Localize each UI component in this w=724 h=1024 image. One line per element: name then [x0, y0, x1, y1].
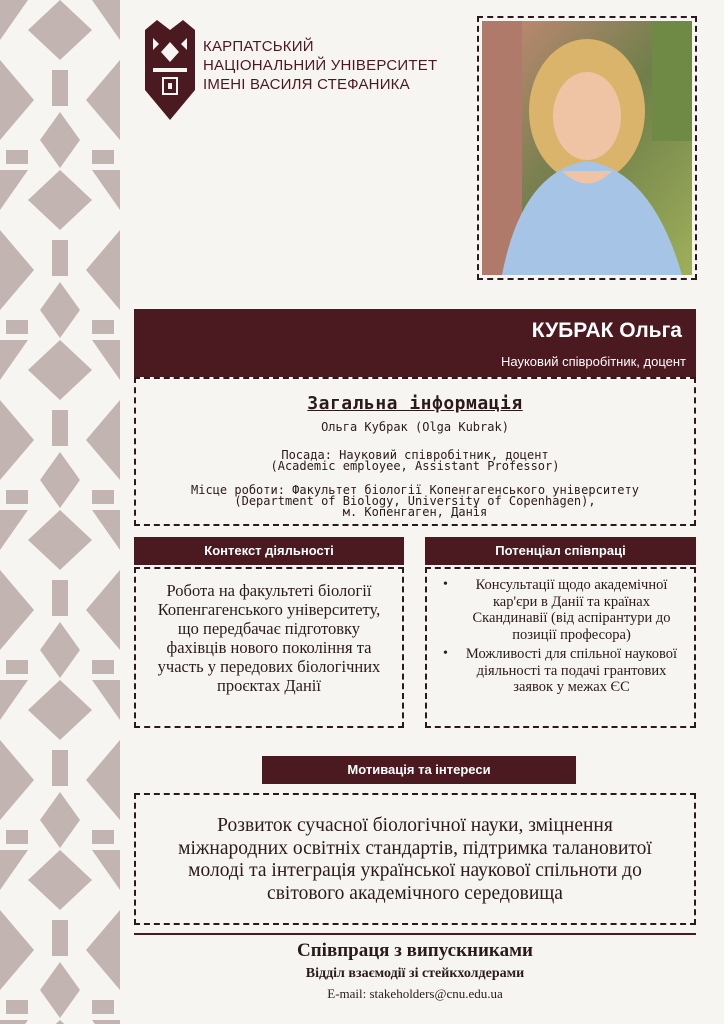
person-position: Науковий співробітник, доцент	[501, 354, 686, 369]
general-info-position-en: (Academic employee, Assistant Professor)	[270, 459, 560, 473]
footer	[134, 938, 696, 1004]
university-name-line-2: НАЦІОНАЛЬНИЙ УНІВЕРСИТЕТ	[203, 57, 438, 74]
general-info-workplace: Місце роботи: Факультет біології Копенгагенського університету	[191, 483, 639, 497]
context-text: Робота на факультеті біології Копенгагенського університету, що передбачає підготовку фахівців нового покоління та участь у передових біологічних проєктах Данії	[157, 581, 381, 695]
general-info-position: Посада: Науковий співробітник, доцент	[281, 448, 549, 462]
general-info-name: Ольга Кубрак (Olga Kubrak)	[321, 420, 509, 434]
university-name-line-3: ІМЕНІ ВАСИЛЯ СТЕФАНИКА	[203, 76, 410, 93]
university-name	[203, 37, 437, 94]
context-title: Контекст діяльності	[134, 537, 404, 565]
context-box	[134, 567, 404, 728]
portrait-photo	[482, 21, 692, 275]
footer-department: Відділ взаємодії зі стейкхолдерами	[305, 966, 525, 981]
footer-divider	[134, 933, 696, 935]
list-item: • Консультації щодо академічної кар'єри в Данії та країнах Скандинавії (від аспірантури до позиції професора)	[427, 577, 694, 643]
university-logo	[145, 20, 195, 120]
university-name-line-1: КАРПАТСЬКИЙ	[203, 38, 314, 55]
motivation-text: Розвиток сучасної біологічної науки, зміцнення міжнародних освітніх стандартів, підтримка талановитої молоді та інтеграція української наукової спільноти до світового академічного середовища	[178, 815, 652, 904]
motivation-box	[134, 793, 696, 925]
potential-box	[425, 567, 696, 728]
general-info-workplace-en: (Department of Biology, University of Copenhagen),	[234, 494, 596, 508]
footer-title: Співпраця з випускниками	[297, 940, 533, 961]
person-name: КУБРАК Ольга	[531, 319, 682, 342]
potential-list	[427, 577, 694, 696]
motivation-title: Мотивація та інтереси	[262, 756, 576, 784]
ornament-pattern	[0, 0, 120, 1024]
portrait-frame	[477, 16, 697, 280]
header-bar	[134, 309, 696, 377]
general-info-title: Загальна інформація	[307, 393, 523, 414]
list-item: • Можливості для спільної наукової діяльності та подачі грантових заявок у межах ЄС	[427, 646, 694, 696]
footer-email[interactable]: E-mail: stakeholders@cnu.edu.ua	[327, 986, 503, 1001]
general-info-city: м. Копенгаген, Данія	[342, 505, 488, 519]
general-info-box	[134, 377, 696, 526]
potential-title: Потенціал співпраці	[425, 537, 696, 565]
